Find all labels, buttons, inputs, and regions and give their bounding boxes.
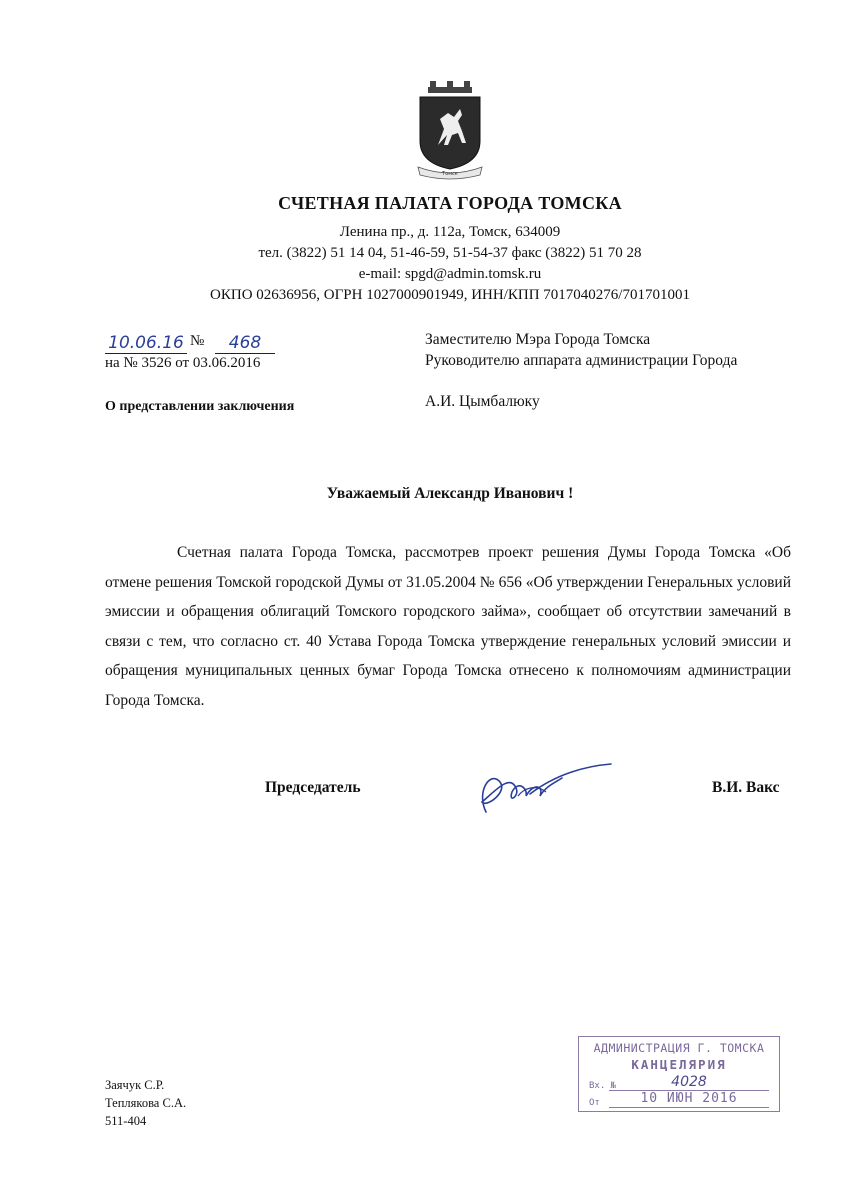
city-crest-emblem xyxy=(414,79,486,181)
handwritten-signature xyxy=(456,752,616,822)
executor-name-2: Теплякова С.А. xyxy=(105,1096,187,1110)
recipient-name: А.И. Цымбалюку xyxy=(425,393,540,410)
stamp-date-label: От xyxy=(589,1098,600,1108)
executor-name-1: Заячук С.Р. xyxy=(105,1078,165,1092)
outgoing-date: 10.06.16 xyxy=(105,333,187,354)
org-email: e-mail: spgd@admin.tomsk.ru xyxy=(358,266,542,282)
org-phones: тел. (3822) 51 14 04, 51-46-59, 51-54-37 факс (3822) 51 70 28 xyxy=(258,245,642,261)
stamp-in-label: Вх. № xyxy=(589,1081,617,1091)
incoming-reference: на № 3526 от 03.06.2016 xyxy=(105,355,261,371)
org-address: Ленина пр., д. 112а, Томск, 634009 xyxy=(339,224,561,240)
executor-phone: 511-404 xyxy=(105,1114,147,1128)
outgoing-number-label: № xyxy=(190,333,205,349)
org-name: СЧЕТНАЯ ПАЛАТА ГОРОДА ТОМСКА xyxy=(278,193,622,213)
org-codes: ОКПО 02636956, ОГРН 1027000901949, ИНН/КПП 7017040276/701701001 xyxy=(210,287,690,303)
registration-stamp xyxy=(578,1036,780,1112)
outgoing-number: 468 xyxy=(215,333,275,354)
letter-body xyxy=(105,538,791,715)
recipient-title-2: Руководителю аппарата администрации Города xyxy=(425,352,738,369)
stamp-office: КАНЦЕЛЯРИЯ xyxy=(631,1057,727,1072)
stamp-date: 10 ИЮН 2016 xyxy=(609,1091,769,1108)
signer-role: Председатель xyxy=(265,779,361,796)
signer-name: В.И. Вакс xyxy=(712,779,780,796)
letter-subject: О представлении заключения xyxy=(105,399,295,414)
stamp-org: АДМИНИСТРАЦИЯ Г. ТОМСКА xyxy=(593,1041,765,1055)
stamp-in-number: 4028 xyxy=(609,1074,769,1091)
body-paragraph: Счетная палата Города Томска, рассмотрев проект решения Думы Города Томска «Об отмене решения Томской городской Думы от 31.05.2004 № 656 «Об утверждении Генеральных условий эмиссии и обращения облигаций Томского городского займа», сообщает об отсутствии замечаний в связи с тем, что согласно ст. 40 Устава Города Томска утверждение генеральных условий эмиссии и обращения муниципальных ценных бумаг Города Томска отнесено к полномочиям администрации Города Томска. xyxy=(105,544,791,709)
crest-ribbon-text: Томск xyxy=(442,171,458,177)
recipient-title-1: Заместителю Мэра Города Томска xyxy=(425,331,651,348)
greeting: Уважаемый Александр Иванович ! xyxy=(326,485,574,502)
